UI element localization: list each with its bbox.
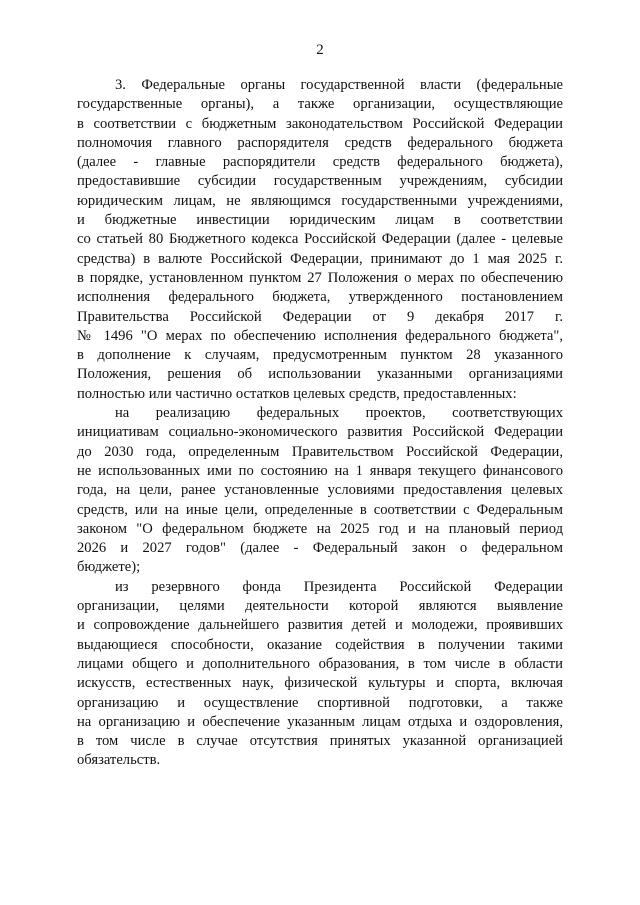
text-line: организации, целями деятельности которой являются выявление — [77, 598, 563, 615]
text-line: в порядке, установленном пунктом 27 Положения о мерах по обеспечению — [77, 269, 563, 286]
text-line: до 2030 года, определенным Правительством Российской Федерации, — [77, 443, 563, 460]
text-line: в соответствии с бюджетным законодательством Российской Федерации — [77, 115, 563, 132]
text-line: Правительства Российской Федерации от 9 декабря 2017 г. — [77, 308, 563, 325]
text-line: не использованных ими по состоянию на 1 января текущего финансового — [77, 462, 563, 479]
text-line: полностью или частично остатков целевых средств, предоставленных: — [77, 385, 517, 402]
text-line: средства) в валюте Российской Федерации, принимают до 1 мая 2025 г. — [77, 250, 563, 267]
text-line: Положения, решения об использовании указанными организациями — [77, 366, 563, 383]
text-line: в том числе в случае отсутствия принятых указанной организацией — [77, 733, 563, 750]
text-line: и бюджетные инвестиции юридическим лицам в соответствии — [77, 212, 563, 229]
text-line: юридическим лицам, не являющимся государственными учреждениями, — [77, 192, 563, 209]
text-line: лицами общего и дополнительного образования, в том числе в области — [77, 655, 563, 672]
text-line: на реализацию федеральных проектов, соответствующих — [115, 405, 563, 422]
paragraph — [77, 404, 563, 578]
text-line: инициативам социально-экономического развития Российской Федерации — [77, 424, 563, 441]
text-line: средств, или на иные цели, определенные в соответствии с Федеральным — [77, 501, 563, 518]
document-body — [77, 76, 563, 771]
text-line: (далее - главные распорядители средств федерального бюджета), — [77, 154, 563, 171]
text-line: выдающиеся способности, оказание содействия в получении такими — [77, 636, 563, 653]
text-line: и сопровождение дальнейшего развития детей и молодежи, проявивших — [77, 617, 563, 634]
text-line: предоставившие субсидии государственным учреждениям, субсидии — [77, 173, 563, 190]
text-line: со статьей 80 Бюджетного кодекса Российской Федерации (далее - целевые — [77, 231, 563, 248]
page-number: 2 — [316, 42, 324, 58]
text-line: 3. Федеральные органы государственной власти (федеральные — [115, 77, 563, 93]
paragraph — [77, 578, 563, 771]
text-line: организацию и осуществление спортивной подготовки, а также — [77, 694, 563, 711]
text-line: обязательств. — [77, 752, 161, 769]
paragraph — [77, 76, 563, 404]
text-line: исполнения федерального бюджета, утвержденного постановлением — [77, 289, 563, 306]
text-line: № 1496 "О мерах по обеспечению исполнения федерального бюджета", — [77, 327, 563, 344]
text-line: на организацию и обеспечение указанным лицам отдыха и оздоровления, — [77, 713, 563, 730]
text-line: законом "О федеральном бюджете на 2025 год и на плановый период — [77, 520, 563, 537]
text-line: бюджете); — [77, 559, 141, 576]
text-line: полномочия главного распорядителя средств федерального бюджета — [77, 134, 563, 151]
text-line: в дополнение к случаям, предусмотренным пунктом 28 указанного — [77, 347, 563, 364]
text-line: искусств, естественных наук, физической культуры и спорта, включая — [77, 675, 563, 692]
text-line: государственные органы), а также организации, осуществляющие — [77, 96, 563, 113]
text-line: 2026 и 2027 годов" (далее - Федеральный закон о федеральном — [77, 540, 563, 557]
text-line: года, на цели, ранее установленные условиями предоставления целевых — [77, 482, 563, 499]
text-line: из резервного фонда Президента Российской Федерации — [115, 578, 563, 595]
